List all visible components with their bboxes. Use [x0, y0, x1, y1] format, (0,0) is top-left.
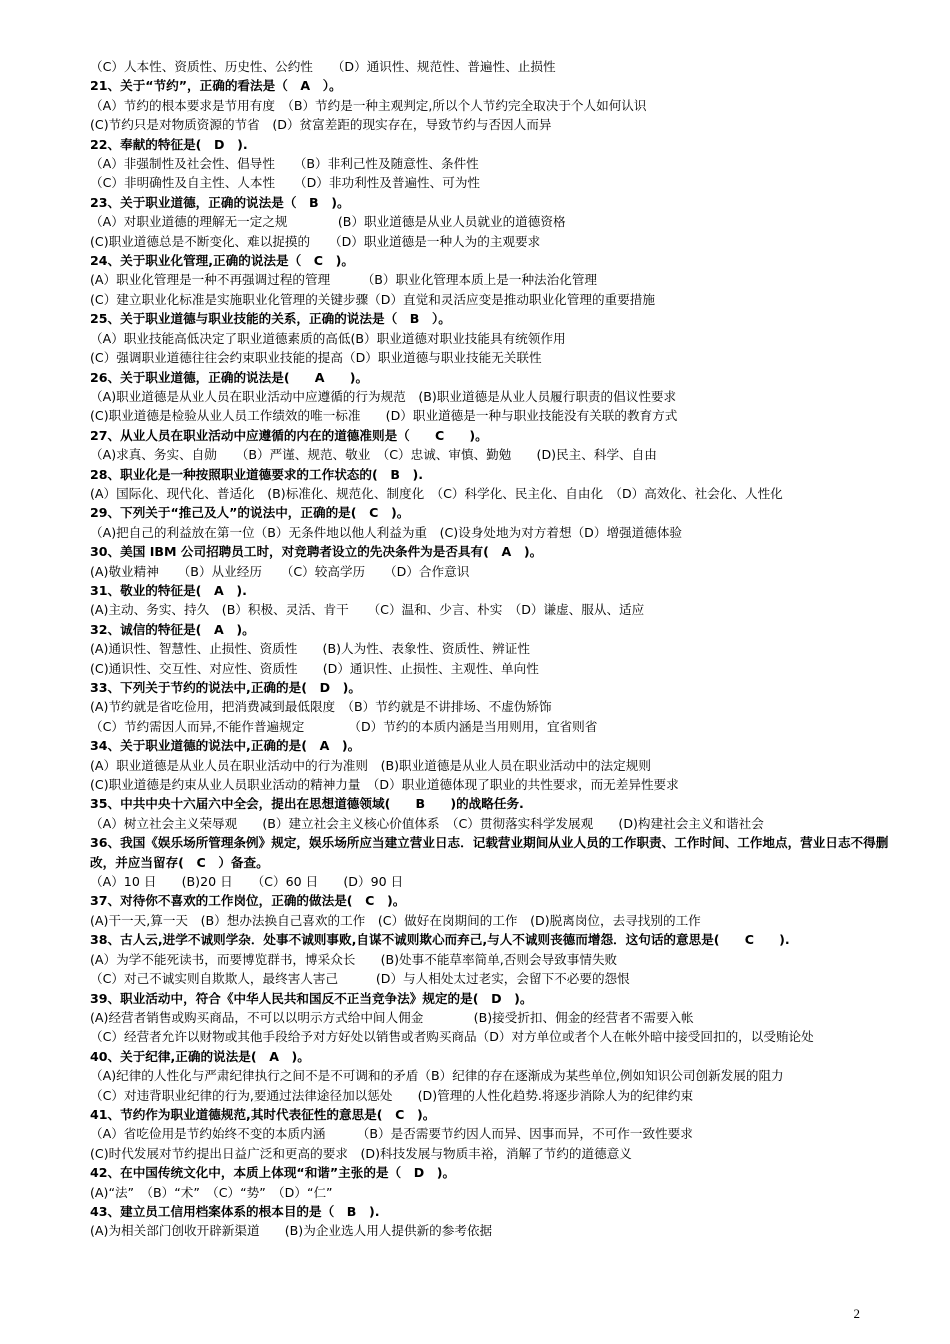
answer-options: （A)纪律的人性化与严肃纪律执行之间不是不可调和的矛盾（B）纪律的存在逐渐成为某些单位,例如知识公司创新发展的阻力 [90, 1068, 784, 1084]
answer-options: (A)为相关部门创收开辟新渠道 (B)为企业选人用人提供新的参考依据 [90, 1223, 493, 1239]
answer-options: (C)时代发展对节约提出日益广泛和更高的要求 (D)科技发展与物质丰裕，消解了节约的道德意义 [90, 1145, 632, 1161]
question-stem: 25、关于职业道德与职业技能的关系，正确的说法是（ B ）。 [90, 311, 451, 327]
answer-options: （A）10 日 (B)20 日 （C）60 日 (D）90 日 [90, 874, 404, 890]
answer-options: (A)经营者销售或购买商品，不可以以明示方式给中间人佣金 (B)接受折扣、佣金的经营者不需要入帐 [90, 1009, 694, 1025]
answer-options: （C）人本性、资质性、历史性、公约性 （D）通识性、规范性、普遍性、止损性 [90, 59, 556, 74]
question-stem: 39、职业活动中，符合《中华人民共和国反不正当竞争法》规定的是( D )。 [90, 990, 533, 1006]
answer-options: （C）节约需因人而异,不能作普遍规定 （D）节约的本质内涵是当用则用，宜省则省 [90, 718, 598, 734]
answer-options: （C）非明确性及自主性、人本性 （D）非功利性及普遍性、可为性 [90, 175, 481, 191]
answer-options: (A)节约就是省吃俭用，把消费减到最低限度 （B）节约就是不讲排场、不虚伪矫饰 [90, 699, 552, 715]
answer-options: （A）职业技能高低决定了职业道德素质的高低(B）职业道德对职业技能具有统领作用 [90, 330, 566, 346]
question-stem: 31、敬业的特征是( A ). [90, 582, 247, 598]
page-number: 2 [853, 1306, 860, 1321]
question-stem: 41、节约作为职业道德规范,其时代表征性的意思是( C )。 [90, 1106, 436, 1122]
question-stem: 35、中共中央十六届六中全会，提出在思想道德领域( B )的战略任务. [90, 796, 524, 812]
answer-options: (A)“法” （B）“术” （C）“势” （D）“仁” [90, 1184, 333, 1200]
question-stem: 36、我国《娱乐场所管理条例》规定，娱乐场所应当建立营业日志．记载营业期间从业人员的工作职责、工作时间、工作地点，营业日志不得删改，并应当留存( C ）备查。 [90, 835, 889, 870]
answer-options: （C）经营者允许以财物或其他手段给予对方好处以销售或者购买商品（D）对方单位或者个人在帐外暗中接受回扣的，以受贿论处 [90, 1029, 814, 1045]
answer-options: （C）对违背职业纪律的行为,要通过法律途径加以惩处 (D)管理的人性化趋势.将逐步消除人为的纪律约束 [90, 1087, 694, 1103]
question-stem: 27、从业人员在职业活动中应遵循的内在的道德准则是（ C )。 [90, 427, 488, 443]
question-stem: 28、职业化是一种按照职业道德要求的工作状态的( B ). [90, 466, 424, 482]
question-stem: 23、关于职业道德，正确的说法是（ B )。 [90, 194, 350, 210]
answer-options: （A）省吃俭用是节约始终不变的本质内涵 （B）是否需要节约因人而异、因事而异，不可作一致性要求 [90, 1126, 693, 1142]
answer-options: (A）职业化管理是一种不再强调过程的管理 （B）职业化管理本质上是一种法治化管理 [90, 272, 598, 288]
question-stem: 38、古人云,进学不诚则学杂．处事不诚则事败,自谋不诚则欺心而弃己,与人不诚则丧德而增怨．这句话的意思是( C ). [90, 932, 790, 948]
question-list [90, 57, 905, 1241]
answer-options: （A)把自己的利益放在第一位（B）无条件地以他人利益为重 (C)设身处地为对方着想（D）增强道德体验 [90, 524, 683, 540]
answer-options: (C)职业道德是检验从业人员工作绩效的唯一标准 (D）职业道德是一种与职业技能没有关联的教育方式 [90, 408, 678, 424]
answer-options: （A）树立社会主义荣辱观 (B）建立社会主义核心价值体系 （C）贯彻落实科学发展观 (D)构建社会主义和谐社会 [90, 815, 764, 831]
answer-options: (A）为学不能死读书，而要博览群书，博采众长 (B)处事不能草率简单,否则会导致事情失败 [90, 951, 618, 967]
answer-options: （A)职业道德是从业人员在职业活动中应遵循的行为规范 (B)职业道德是从业人员履行职责的倡议性要求 [90, 388, 677, 404]
question-stem: 29、下列关于“推己及人”的说法中，正确的是( C )。 [90, 505, 410, 521]
answer-options: （A）对职业道德的理解无一定之规 (B）职业道德是从业人员就业的道德资格 [90, 214, 566, 230]
answer-options: （A）节约的根本要求是节用有度 （B）节约是一种主观判定,所以个人节约完全取决于个人如何认识 [90, 97, 647, 113]
question-stem: 43、建立员工信用档案体系的根本目的是（ B ). [90, 1203, 380, 1219]
question-stem: 40、关于纪律,正确的说法是( A )。 [90, 1048, 310, 1064]
answer-options: (A)主动、务实、持久 (B）积极、灵活、肯干 （C）温和、少言、朴实 （D）谦虚、服从、适应 [90, 602, 645, 618]
question-stem: 32、诚信的特征是( A )。 [90, 621, 255, 637]
answer-options: (A)敬业精神 （B）从业经历 （C）较高学历 （D）合作意识 [90, 563, 470, 579]
answer-options: (C）强调职业道德往往会约束职业技能的提高（D）职业道德与职业技能无关联性 [90, 350, 542, 366]
answer-options: (A)通识性、智慧性、止损性、资质性 (B)人为性、表象性、资质性、辨证性 [90, 641, 530, 657]
question-stem: 26、关于职业道德，正确的说法是( A )。 [90, 369, 369, 385]
question-stem: 42、在中国传统文化中，本质上体现“和谐”主张的是（ D )。 [90, 1165, 456, 1181]
question-stem: 21、关于“节约”，正确的看法是（ A ）。 [90, 78, 342, 94]
question-stem: 37、对待你不喜欢的工作岗位，正确的做法是( C )。 [90, 893, 406, 909]
answer-options: (A）国际化、现代化、普适化 (B)标准化、规范化、制度化 （C）科学化、民主化、自由化 （D）高效化、社会化、人性化 [90, 485, 783, 501]
answer-options: （A）非强制性及社会性、倡导性 （B）非利己性及随意性、条件性 [90, 156, 479, 172]
question-stem: 34、关于职业道德的说法中,正确的是( A )。 [90, 738, 361, 754]
answer-options: (A）职业道德是从业人员在职业活动中的行为准则 (B)职业道德是从业人员在职业活动中的法定规则 [90, 757, 651, 773]
answer-options: (C）建立职业化标准是实施职业化管理的关键步骤（D）直觉和灵活应变是推动职业化管理的重要措施 [90, 291, 655, 307]
question-stem: 30、美国 IBM 公司招聘员工时，对竞聘者设立的先决条件为是否具有( A )。 [90, 544, 543, 560]
question-stem: 22、奉献的特征是( D ). [90, 136, 248, 152]
question-stem: 24、关于职业化管理,正确的说法是（ C )。 [90, 253, 354, 269]
question-stem: 33、下列关于节约的说法中,正确的是( D )。 [90, 680, 361, 695]
answer-options: (C)通识性、交互性、对应性、资质性 (D）通识性、止损性、主观性、单向性 [90, 660, 539, 676]
answer-options: （C）对己不诚实则自欺欺人，最终害人害己 (D）与人相处太过老实，会留下不必要的怨恨 [90, 971, 630, 987]
answer-options: (A)干一天,算一天 (B）想办法换自己喜欢的工作 (C）做好在岗期间的工作 (D)脱离岗位，去寻找别的工作 [90, 912, 701, 928]
answer-options: (C)职业道德总是不断变化、难以捉摸的 （D）职业道德是一种人为的主观要求 [90, 233, 541, 249]
answer-options: (C)职业道德是约束从业人员职业活动的精神力量 （D）职业道德体现了职业的共性要求，而无差异性要求 [90, 777, 679, 793]
answer-options: (C)节约只是对物质资源的节省 (D）贫富差距的现实存在，导致节约与否因人而异 [90, 117, 552, 133]
answer-options: （A)求真、务实、自勋 （B）严谨、规范、敬业 （C）忠诚、审慎、勤勉 (D)民主、科学、自由 [90, 447, 657, 463]
